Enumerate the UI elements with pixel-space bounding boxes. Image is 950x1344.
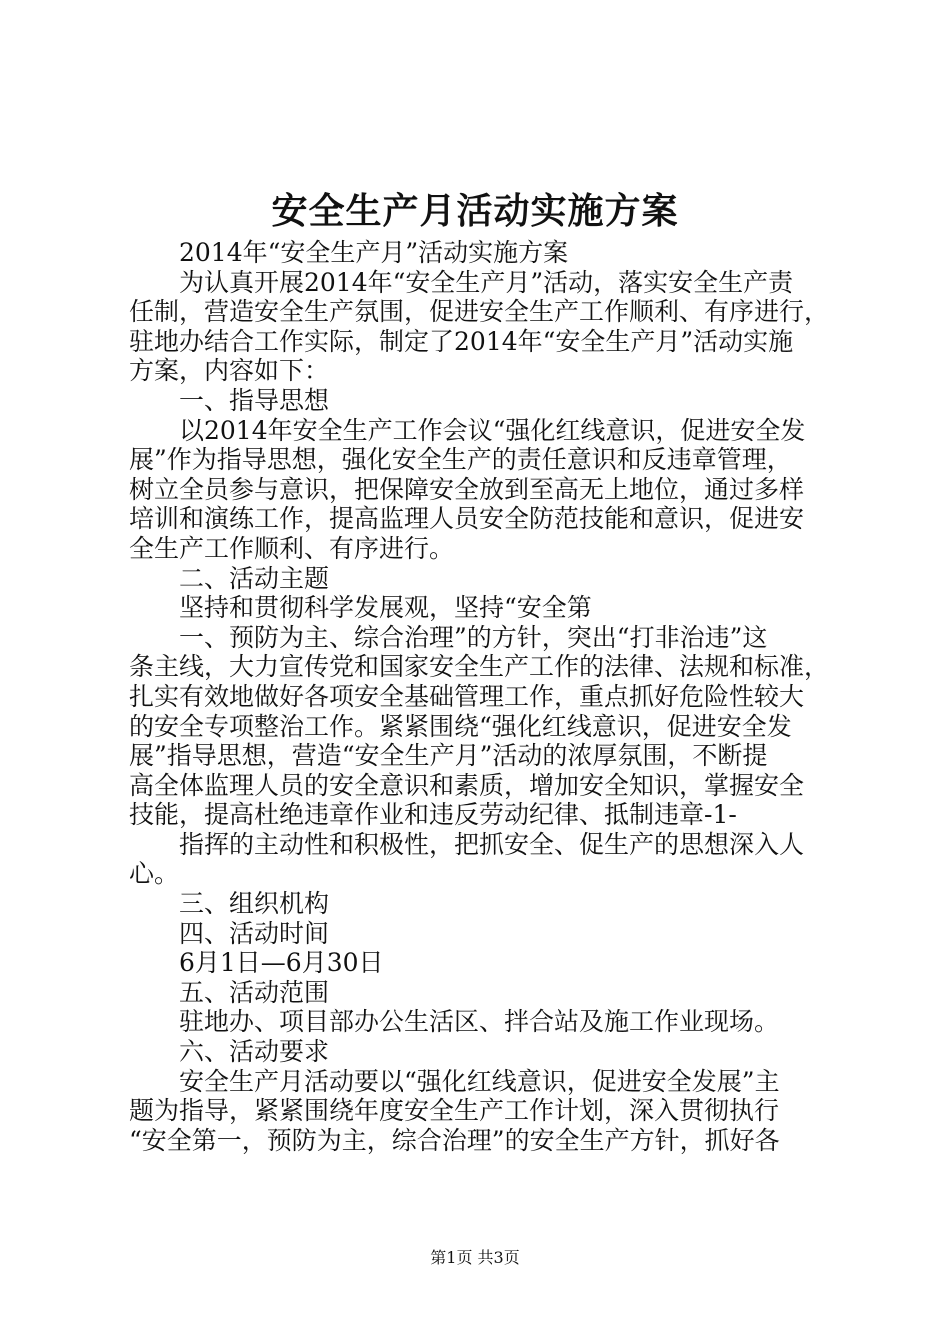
paragraph-line: 条主线，大力宣传党和国家安全生产工作的法律、法规和标准， [129,652,830,682]
document-body [129,238,834,1155]
paragraph-line: 技能，提高杜绝违章作业和违反劳动纪律、抵制违章-1- [129,800,737,830]
section-heading: 四、活动时间 [179,918,330,948]
paragraph-line: 展”作为指导思想，强化安全生产的责任意识和反违章管理， [129,445,792,475]
page-footer: 第1页 共3页 [430,1248,520,1267]
section-heading: 六、活动要求 [179,1037,330,1067]
paragraph-line: 为认真开展2014年“安全生产月”活动，落实安全生产责 [179,267,794,297]
paragraph-line: 6月1日—6月30日 [179,948,384,978]
document-title: 安全生产月活动实施方案 [271,190,679,232]
paragraph-line: 题为指导，紧紧围绕年度安全生产工作计划，深入贯彻执行 [129,1096,780,1126]
paragraph-line: 培训和演练工作，提高监理人员安全防范技能和意识，促进安 [129,504,805,534]
section-heading: 三、组织机构 [179,889,330,919]
paragraph-line: 树立全员参与意识，把保障安全放到至高无上地位，通过多样 [129,474,805,504]
paragraph-line: 一、预防为主、综合治理”的方针，突出“打非治违”这 [179,622,768,652]
paragraph-line: 扎实有效地做好各项安全基础管理工作，重点抓好危险性较大 [129,681,805,711]
paragraph-line: 驻地办结合工作实际，制定了2014年“安全生产月”活动实施 [129,326,794,356]
paragraph-line: 任制，营造安全生产氛围，促进安全生产工作顺利、有序进行， [129,297,830,327]
paragraph-line: 心。 [129,859,180,889]
paragraph-line: 的安全专项整治工作。紧紧围绕“强化红线意识，促进安全发 [129,711,792,741]
paragraph-line: “安全第一，预防为主，综合治理”的安全生产方针，抓好各 [129,1125,780,1155]
paragraph-line: 方案，内容如下： [129,356,330,386]
paragraph-line: 2014年“安全生产月”活动实施方案 [179,238,569,267]
section-heading: 五、活动范围 [179,977,330,1007]
paragraph-line: 展”指导思想，营造“安全生产月”活动的浓厚氛围，不断提 [129,741,768,771]
section-heading: 一、指导思想 [179,385,330,415]
paragraph-line: 高全体监理人员的安全意识和素质，增加安全知识，掌握安全 [129,770,805,800]
paragraph-line: 驻地办、项目部办公生活区、拌合站及施工作业现场。 [179,1007,780,1037]
paragraph-line: 以2014年安全生产工作会议“强化红线意识，促进安全发 [179,415,806,445]
paragraph-line: 安全生产月活动要以“强化红线意识，促进安全发展”主 [179,1066,780,1096]
paragraph-line: 指挥的主动性和积极性，把抓安全、促生产的思想深入人 [179,829,805,859]
section-heading: 二、活动主题 [179,563,330,593]
paragraph-line: 坚持和贯彻科学发展观，坚持“安全第 [179,593,592,623]
paragraph-line: 全生产工作顺利、有序进行。 [129,533,455,563]
